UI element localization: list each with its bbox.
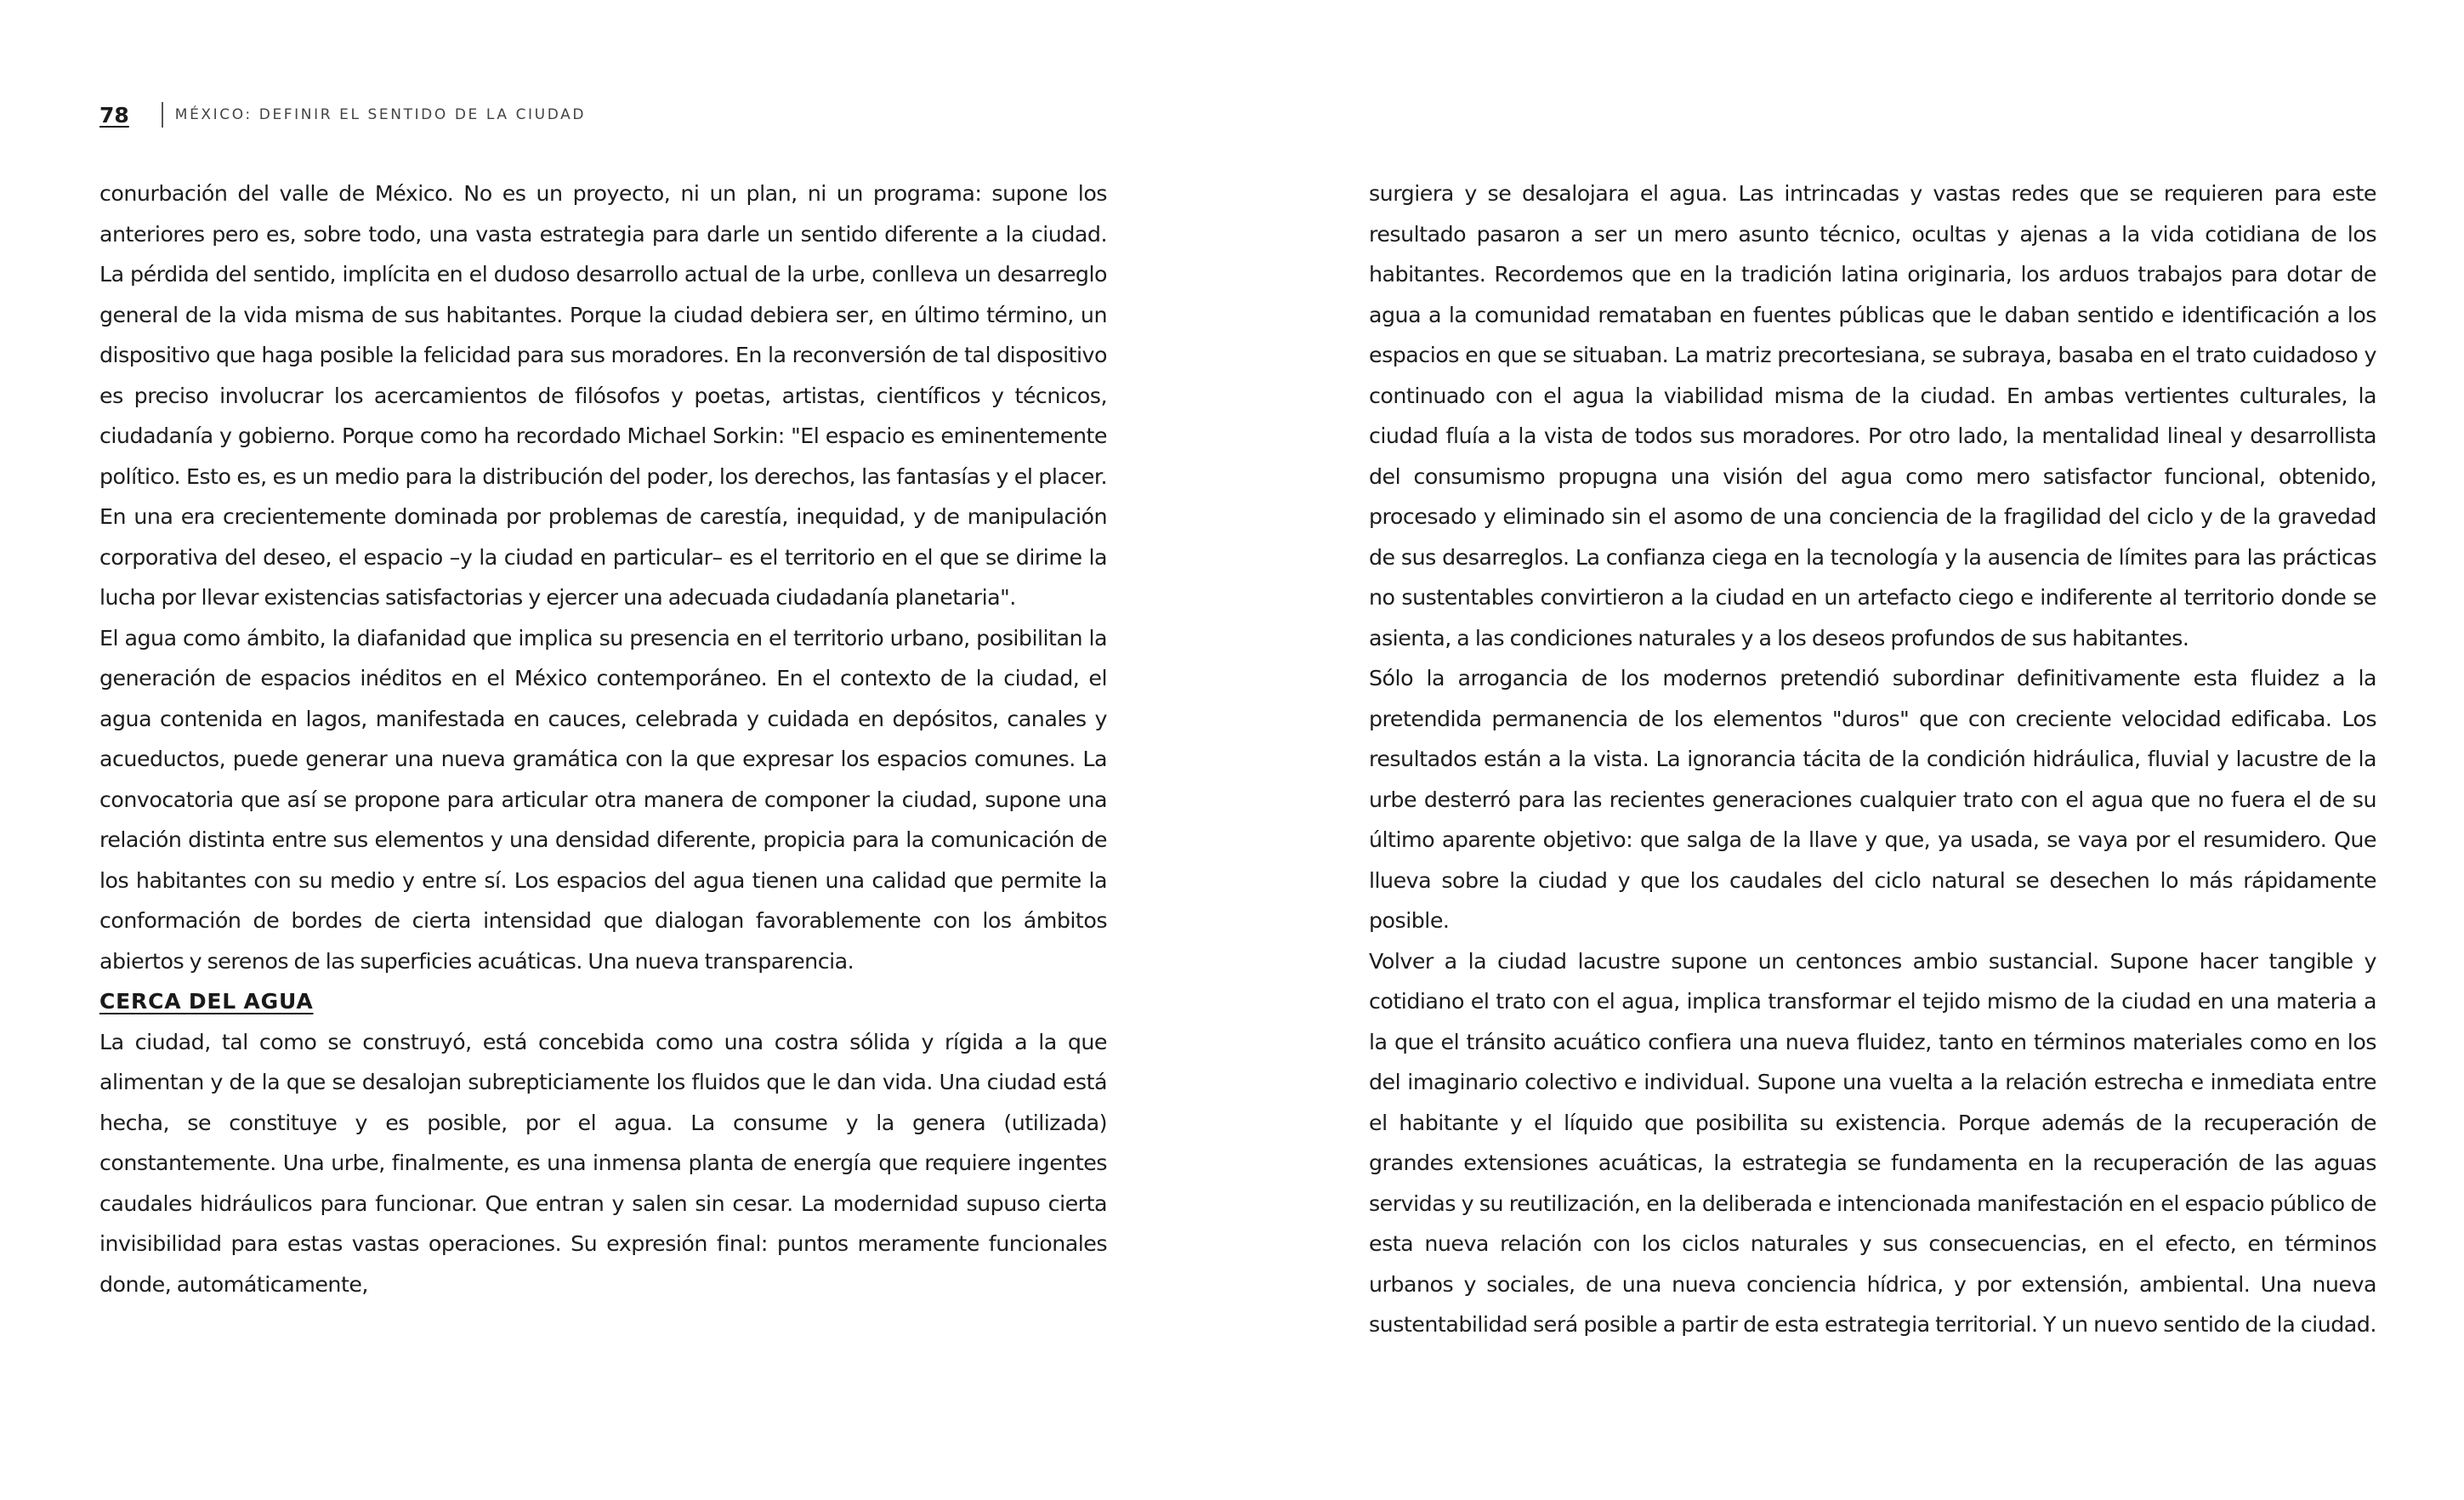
page-number: 78 [99,102,129,128]
right-paragraph-1: surgiera y se desalojara el agua. Las intrincadas y vastas redes que se requieren para este resultado pasaron a ser un mero asunto técnico, ocultas y ajenas a la vida cotidiana de los habitantes. Recordemos que en la tradición latina originaria, los arduos trabajos para dotar de agua a la comunidad remataban en fuentes públicas que le daban sentido e identificación a los espacios en que se situaban. La matriz precortesiana, se subraya, basaba en el trato cuidadoso y continuado con el agua la viabilidad misma de la ciudad. En ambas vertientes culturales, la ciudad fluía a la vista de todos sus moradores. Por otro lado, la mentalidad lineal y desarrollista del consumismo propugna una visión del agua como mero satisfactor funcional, obtenido, procesado y eliminado sin el asomo de una conciencia de la fragilidad del ciclo y de la gravedad de sus desarreglos. La confianza ciega en la tecnología y la ausencia de límites para las prácticas no sustentables convirtieron a la ciudad en un artefacto ciego e indiferente al territorio donde se asienta, a las condiciones naturales y a los deseos profundos de sus habitantes. [1369,181,2376,651]
right-paragraph-3: Volver a la ciudad lacustre supone un centonces ambio sustancial. Supone hacer tangible y cotidiano el trato con el agua, implica transformar el tejido mismo de la ciudad en una materia a la que el tránsito acuático confiera una nueva fluidez, tanto en términos materiales como en los del imaginario colectivo e individual. Supone una vuelta a la relación estrecha e inmediata entre el habitante y el líquido que posibilita su existencia. Porque además de la recuperación de grandes extensiones acuáticas, la estrategia se fundamenta en la recuperación de las aguas servidas y su reutilización, en la deliberada e intencionada manifestación en el espacio público de esta nueva relación con los ciclos naturales y sus consecuencias, en el efecto, en términos urbanos y sociales, de una nueva conciencia hídrica, y por extensión, ambiental. Una nueva sustentabilidad será posible a partir de esta estrategia territorial. Y un nuevo sentido de la ciudad. [1369,948,2376,1337]
left-paragraph-3: La ciudad, tal como se construyó, está concebida como una costra sólida y rígida a la que alimentan y de la que se desalojan subrepticiamente los fluidos que le dan vida. Una ciudad está hecha, se constituye y es posible, por el agua. La consume y la genera (utilizada) constantemente. Una urbe, finalmente, es una inmensa planta de energía que requiere ingentes caudales hidráulicos para funcionar. Que entran y salen sin cesar. La modernidad supuso cierta invisibilidad para estas vastas operaciones. Su expresión final: puntos meramente funcionales donde, automáticamente, [99,1029,1107,1297]
section-heading: CERCA DEL AGUA [99,989,314,1014]
right-text-column [1369,173,2376,1345]
running-title: MÉXICO: DEFINIR EL SENTIDO DE LA CIUDAD [174,106,587,123]
left-paragraph-2: El agua como ámbito, la diafanidad que implica su presencia en el territorio urbano, posibilitan la generación de espacios inéditos en el México contemporáneo. En el contexto de la ciudad, el agua contenida en lagos, manifestada en cauces, celebrada y cuidada en depósitos, canales y acueductos, puede generar una nueva gramática con la que expresar los espacios comunes. La convocatoria que así se propone para articular otra manera de componer la ciudad, supone una relación distinta entre sus elementos y una densidad diferente, propicia para la comunicación de los habitantes con su medio y entre sí. Los espacios del agua tienen una calidad que permite la conformación de bordes de cierta intensidad que dialogan favorablemente con los ámbitos abiertos y serenos de las superficies acuáticas. Una nueva transparencia. [99,625,1107,974]
left-text-column [99,173,1107,1304]
running-head [99,102,586,128]
left-paragraph-1: conurbación del valle de México. No es un proyecto, ni un plan, ni un programa: supone los anteriores pero es, sobre todo, una vasta estrategia para darle un sentido diferente a la ciudad. La pérdida del sentido, implícita en el dudoso desarrollo actual de la urbe, conlleva un desarreglo general de la vida misma de sus habitantes. Porque la ciudad debiera ser, en último término, un dispositivo que haga posible la felicidad para sus moradores. En la reconversión de tal dispositivo es preciso involucrar los acercamientos de filósofos y poetas, artistas, científicos y técnicos, ciudadanía y gobierno. Porque como ha recordado Michael Sorkin: "El espacio es eminentemente político. Esto es, es un medio para la distribución del poder, los derechos, las fantasías y el placer. En una era crecientemente dominada por problemas de carestía, inequidad, y de manipulación corporativa del deseo, el espacio –y la ciudad en particular– es el territorio en el que se dirime la lucha por llevar existencias satisfactorias y ejercer una adecuada ciudadanía planetaria". [99,181,1107,610]
header-divider [162,102,163,128]
right-paragraph-2: Sólo la arrogancia de los modernos pretendió subordinar definitivamente esta fluidez a la pretendida permanencia de los elementos "duros" que con creciente velocidad edificaba. Los resultados están a la vista. La ignorancia tácita de la condición hidráulica, fluvial y lacustre de la urbe desterró para las recientes generaciones cualquier trato con el agua que no fuera el de su último aparente objetivo: que salga de la llave y que, ya usada, se vaya por el resumidero. Que llueva sobre la ciudad y que los caudales del ciclo natural se desechen lo más rápidamente posible. [1369,666,2376,933]
